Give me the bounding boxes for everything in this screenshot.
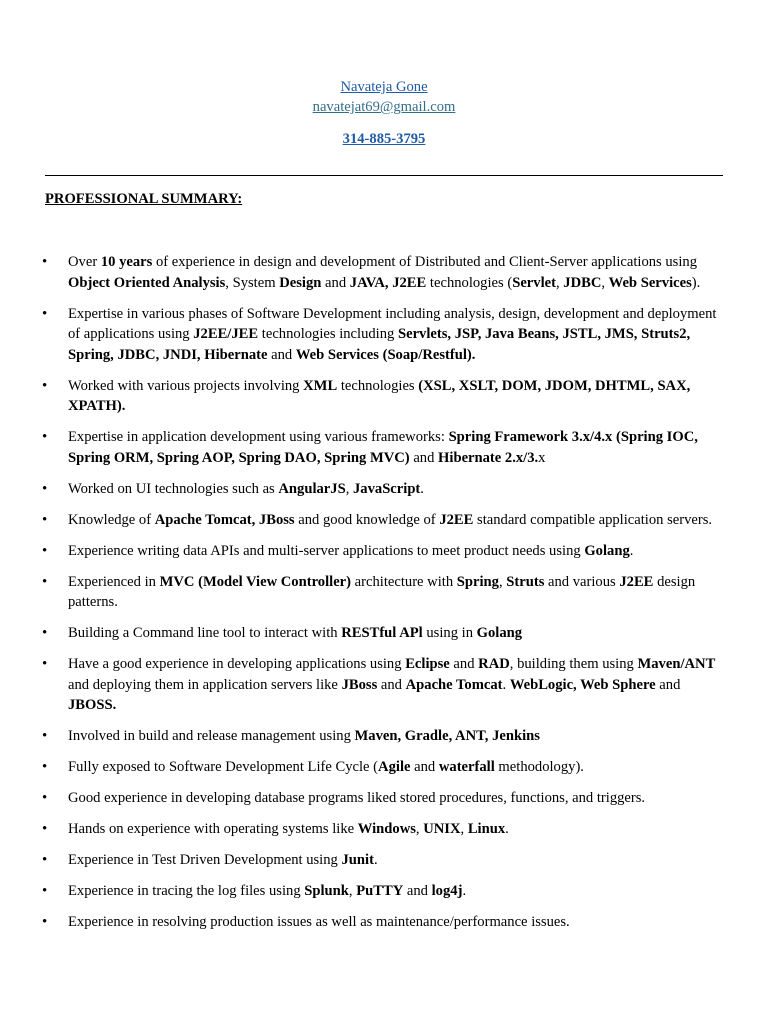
summary-item <box>0 427 768 468</box>
item-text: design patterns. <box>68 573 696 610</box>
item-text: Experience in Test Driven Development using <box>68 852 342 868</box>
item-text: and <box>409 449 439 466</box>
item-text: and <box>377 676 406 693</box>
item-text: of experience in design and development of Distributed and Client-Server applications using <box>152 254 697 270</box>
bullet-icon: • <box>42 852 48 868</box>
item-text: Good experience in developing database programs liked stored procedures, functions, and triggers. <box>68 790 646 806</box>
summary-item <box>0 479 768 500</box>
item-text: , <box>345 480 353 497</box>
bold-text: MVC (Model View Controller) <box>159 573 352 590</box>
bold-text: Agile <box>378 759 411 775</box>
item-text: Experienced in <box>68 573 160 590</box>
item-text: , <box>498 573 507 590</box>
item-text: and <box>321 274 350 291</box>
item-text: Experience in tracing the log files using <box>68 883 305 899</box>
summary-item <box>0 850 768 871</box>
summary-item <box>0 788 768 809</box>
bold-text: (XSL, XSLT, DOM, JDOM, DHTML, SAX, XPATH). <box>68 377 691 414</box>
bullet-icon: • <box>42 511 48 528</box>
section-heading: PROFESSIONAL SUMMARY: <box>45 191 243 207</box>
bold-text: PuTTY <box>356 883 404 899</box>
item-text: . <box>502 676 510 693</box>
bold-text: J2EE <box>439 511 474 528</box>
bold-text: Eclipse <box>405 656 450 672</box>
bullet-icon: • <box>42 305 48 322</box>
bold-text: AngularJS <box>278 480 346 497</box>
summary-item <box>0 572 768 613</box>
item-text: and <box>410 759 439 775</box>
bullet-icon: • <box>42 821 48 837</box>
bold-text: Junit <box>341 852 374 868</box>
item-text: Worked with various projects involving <box>68 377 304 394</box>
summary-item <box>0 623 768 644</box>
item-text: technologies ( <box>426 274 513 291</box>
item-text: Expertise in various phases of Software Development including analysis, design, development and deployment of applications using <box>68 305 717 342</box>
bold-text: Web Services (Soap/Restful). <box>295 346 476 363</box>
summary-item <box>0 726 768 747</box>
bold-text: Object Oriented Analysis <box>68 274 226 291</box>
bullet-icon: • <box>42 625 48 641</box>
bold-text: Golang <box>476 625 523 641</box>
item-text: . <box>505 821 509 837</box>
item-text: technologies <box>337 377 419 394</box>
summary-item <box>0 541 768 562</box>
bold-text: RESTful APl <box>341 625 423 641</box>
bold-text: Apache Tomcat <box>405 676 503 693</box>
horizontal-divider <box>45 175 723 176</box>
item-text: , <box>415 821 424 837</box>
bold-text: JBoss <box>341 676 378 693</box>
bold-text: log4j <box>431 883 463 899</box>
item-text: , <box>348 883 357 899</box>
item-text: Expertise in application development using various frameworks: <box>68 429 449 445</box>
bold-text: JBOSS. <box>68 697 117 713</box>
candidate-name[interactable]: Navateja Gone <box>340 79 428 95</box>
item-text: Fully exposed to Software Development Life Cycle ( <box>68 759 379 775</box>
bullet-icon: • <box>42 254 48 270</box>
item-text: architecture with <box>351 573 457 590</box>
item-text: methodology). <box>494 759 584 775</box>
item-text: . <box>629 542 634 559</box>
bold-text: Maven/ANT <box>637 656 716 672</box>
bold-text: Web Services <box>608 274 692 291</box>
summary-list <box>0 252 768 943</box>
bullet-icon: • <box>42 914 48 930</box>
bullet-icon: • <box>42 429 48 445</box>
summary-item <box>0 304 768 366</box>
bold-text: Design <box>279 274 322 291</box>
bold-text: Struts <box>506 573 545 590</box>
bold-text: Windows <box>357 821 416 837</box>
bold-text: JAVA, J2EE <box>349 274 427 291</box>
bold-text: 10 years <box>100 254 153 270</box>
summary-item <box>0 510 768 531</box>
phone-link[interactable]: 314-885-3795 <box>342 131 426 147</box>
item-text: and <box>267 346 296 363</box>
bold-text: J2EE/JEE <box>193 326 259 342</box>
bold-text: Servlet <box>512 274 556 291</box>
item-text: , <box>460 821 468 837</box>
bold-text: Linux <box>467 821 506 837</box>
bold-text: Maven, Gradle, ANT, Jenkins <box>354 728 540 744</box>
bullet-icon: • <box>42 480 48 497</box>
summary-item <box>0 881 768 902</box>
item-text: and various <box>544 573 620 590</box>
item-text: and <box>449 656 479 672</box>
bold-text: Servlets, JSP, Java Beans, JSTL, JMS, Struts2, Spring, JDBC, JNDI, Hibernate <box>68 326 691 363</box>
item-text: , <box>601 274 609 291</box>
item-text: Experience writing data APIs and multi-server applications to meet product needs using <box>68 542 585 559</box>
item-text: Experience in resolving production issues as well as maintenance/performance issues. <box>68 914 570 930</box>
bold-text: Spring <box>456 573 499 590</box>
bullet-icon: • <box>42 377 48 394</box>
item-text: technologies including <box>258 326 398 342</box>
bold-text: RAD <box>478 656 510 672</box>
item-text: and deploying them in application servers like <box>68 676 342 693</box>
bullet-icon: • <box>42 759 48 775</box>
summary-item <box>0 654 768 716</box>
item-text: . <box>420 480 424 497</box>
summary-item <box>0 912 768 933</box>
bold-text: waterfall <box>438 759 495 775</box>
bold-text: Apache Tomcat, JBoss <box>154 511 295 528</box>
bullet-icon: • <box>42 573 48 590</box>
item-text: Worked on UI technologies such as <box>68 480 279 497</box>
bullet-icon: • <box>42 656 48 672</box>
bold-text: Spring Framework 3.x/4.x (Spring IOC, Spring ORM, Spring AOP, Spring DAO, Spring MVC) <box>68 429 698 466</box>
summary-item <box>0 819 768 840</box>
bold-text: UNIX <box>423 821 461 837</box>
item-text: using in <box>422 625 477 641</box>
bullet-icon: • <box>42 542 48 559</box>
item-text: standard compatible application servers. <box>473 511 713 528</box>
bold-text: JavaScript <box>353 480 421 497</box>
bold-text: Splunk <box>304 883 349 899</box>
item-text: Involved in build and release management using <box>68 728 355 744</box>
item-text: Hands on experience with operating systems like <box>68 821 358 837</box>
bold-text: WebLogic, Web Sphere <box>509 676 656 693</box>
bold-text: JDBC <box>563 274 602 291</box>
item-text: ). <box>691 274 701 291</box>
item-text: . <box>373 852 378 868</box>
item-text: and <box>403 883 432 899</box>
summary-item <box>0 757 768 778</box>
summary-item <box>0 376 768 417</box>
item-text: , building them using <box>509 656 638 672</box>
item-text: , <box>555 274 564 291</box>
item-text: x <box>538 449 546 466</box>
email-link[interactable]: navatejat69@gmail.com <box>312 99 456 115</box>
bullet-icon: • <box>42 790 48 806</box>
bold-text: Golang <box>584 542 630 559</box>
bullet-icon: • <box>42 728 48 744</box>
item-text: Knowledge of <box>68 511 155 528</box>
item-text: Building a Command line tool to interact with <box>68 625 342 641</box>
summary-item <box>0 252 768 293</box>
bold-text: J2EE <box>619 573 654 590</box>
item-text: and <box>655 676 681 693</box>
item-text: Have a good experience in developing applications using <box>68 656 406 672</box>
item-text: and good knowledge of <box>294 511 440 528</box>
bullet-icon: • <box>42 883 48 899</box>
bold-text: XML <box>303 377 338 394</box>
item-text: , System <box>225 274 280 291</box>
item-text: Over <box>68 254 101 270</box>
item-text: . <box>462 883 467 899</box>
bold-text: Hibernate 2.x/3. <box>438 449 539 466</box>
